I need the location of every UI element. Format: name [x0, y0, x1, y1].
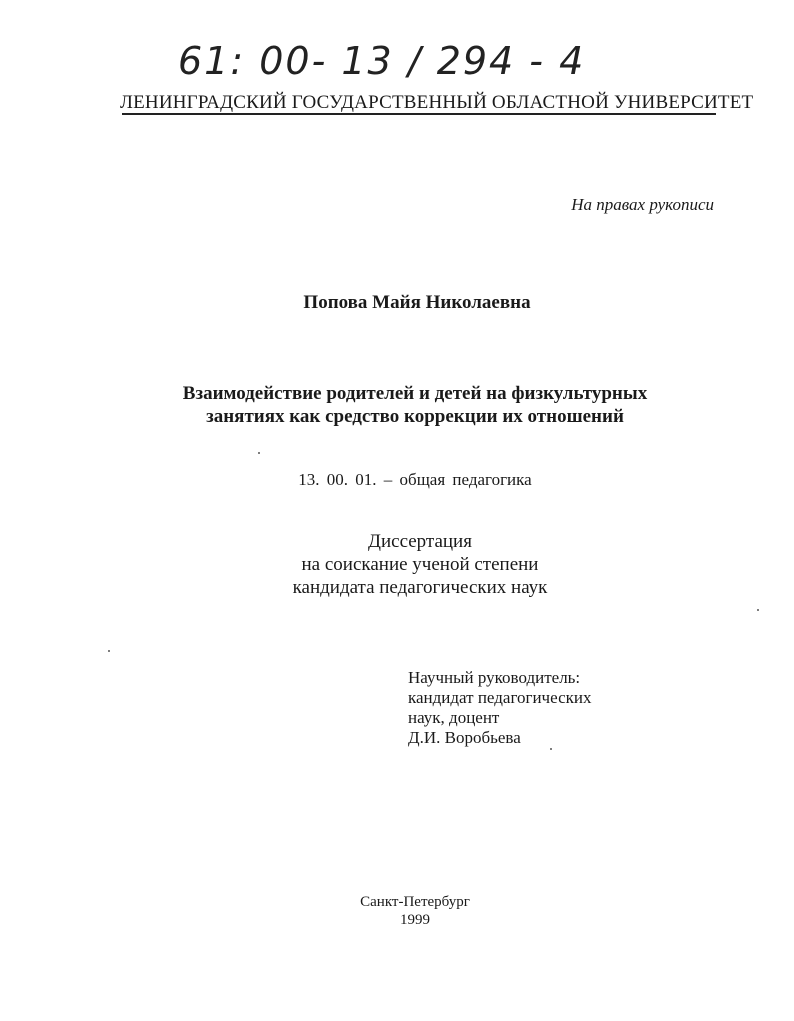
dissertation-title: [120, 382, 710, 428]
supervisor-line: Д.И. Воробьева: [408, 728, 521, 747]
statement-line: Диссертация: [368, 531, 472, 552]
supervisor-block: [408, 668, 591, 748]
city: Санкт-Петербург: [360, 894, 470, 910]
scan-speck: [550, 748, 552, 750]
statement-line: на соискание ученой степени: [301, 554, 539, 575]
archive-code-text: 61: 00- 13 / 294 - 4: [178, 39, 586, 83]
author-name: Попова Майя Николаевна: [303, 292, 531, 313]
scan-speck: [258, 452, 260, 454]
specialty-code: 13. 00. 01. – общая педагогика: [298, 470, 532, 489]
place-and-year: [300, 893, 530, 929]
handwritten-archive-code: [150, 38, 630, 98]
title-line: Взаимодействие родителей и детей на физкультурных: [182, 383, 648, 404]
year: 1999: [400, 912, 430, 928]
scan-speck: [757, 609, 759, 611]
dissertation-statement: [120, 530, 720, 599]
header-underline: [122, 113, 716, 115]
supervisor-line: кандидат педагогических: [408, 688, 592, 707]
university-name: ЛЕНИНГРАДСКИЙ ГОСУДАРСТВЕННЫЙ ОБЛАСТНОЙ УНИВЕРСИТЕТ: [120, 92, 754, 113]
rights-note: На правах рукописи: [571, 195, 714, 214]
title-line: занятиях как средство коррекции их отношений: [206, 406, 624, 427]
supervisor-line: Научный руководитель:: [408, 668, 581, 687]
statement-line: кандидата педагогических наук: [292, 577, 548, 598]
scan-speck: [108, 650, 110, 652]
supervisor-line: наук, доцент: [408, 708, 500, 727]
